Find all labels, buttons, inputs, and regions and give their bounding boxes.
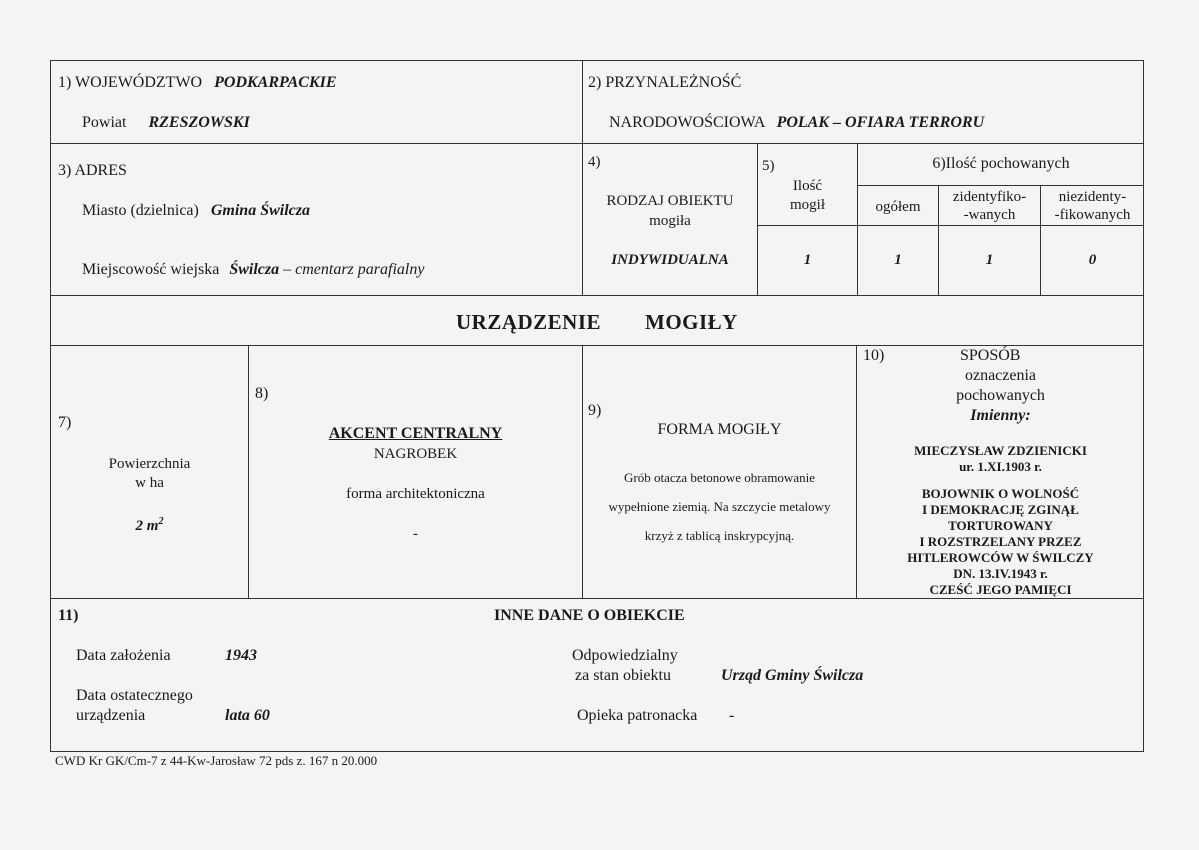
forma-desc-2: wypełnione ziemią. Na szczycie metalowy bbox=[608, 499, 831, 514]
wojewodztwo-field bbox=[58, 74, 337, 92]
powierzchnia-sup: 2 bbox=[158, 516, 164, 527]
niezident-label-1: niezidenty- bbox=[1058, 189, 1127, 205]
ogolem-label: ogółem bbox=[875, 199, 921, 215]
miejscowosc-value-rest: – cmentarz parafialny bbox=[283, 261, 425, 278]
miejscowosc-field bbox=[82, 261, 424, 279]
forma-desc-1: Grób otacza betonowe obramowanie bbox=[624, 470, 815, 485]
rodzaj-num: 4) bbox=[588, 154, 601, 170]
zident-label-1: zidentyfiko- bbox=[952, 189, 1027, 205]
form-footer: CWD Kr GK/Cm-7 z 44-Kw-Jarosław 72 pds z. 167 n 20.000 bbox=[55, 753, 378, 768]
inne-num: 11) bbox=[58, 607, 79, 624]
sposob-label-1: SPOSÓB bbox=[960, 347, 1021, 364]
narodowosciowa-value: POLAK – OFIARA TERRORU bbox=[776, 114, 985, 131]
forma-label: FORMA MOGIŁY bbox=[657, 421, 782, 438]
odpowiedzialny-label-2: za stan obiektu bbox=[575, 667, 671, 684]
miejscowosc-label: Miejscowość wiejska bbox=[82, 261, 220, 278]
narodowosciowa-label: NARODOWOŚCIOWA bbox=[609, 114, 765, 131]
inne-title: INNE DANE O OBIEKCIE bbox=[494, 607, 685, 624]
inscription-line: BOJOWNIK O WOLNOŚĆ bbox=[921, 486, 1080, 501]
rodzaj-value: INDYWIDUALNA bbox=[611, 252, 729, 268]
powiat-value: RZESZOWSKI bbox=[148, 114, 250, 131]
divider-title bbox=[50, 345, 1144, 346]
niezident-label-2: -fikowanych bbox=[1054, 207, 1131, 223]
data-ostatecznego-label-2: urządzenia bbox=[76, 707, 146, 724]
powierzchnia-value bbox=[51, 513, 248, 535]
ilosc-value: 1 bbox=[803, 252, 812, 268]
powiat-label: Powiat bbox=[82, 114, 127, 131]
miasto-label: Miasto (dzielnica) bbox=[82, 202, 199, 219]
powierzchnia-value-text: 2 m bbox=[135, 518, 159, 534]
divider-row4 bbox=[50, 598, 1144, 599]
powierzchnia-num: 7) bbox=[58, 414, 72, 431]
divider-counts bbox=[757, 225, 1144, 226]
odpowiedzialny-value: Urząd Gminy Świlcza bbox=[721, 667, 864, 684]
sposob-value: Imienny: bbox=[970, 407, 1031, 424]
przynaleznosc-label: 2) PRZYNALEŻNOŚĆ bbox=[588, 74, 742, 91]
sposob-label-2: oznaczenia bbox=[964, 367, 1037, 384]
data-ostatecznego-value: lata 60 bbox=[225, 707, 270, 724]
niezident-value: 0 bbox=[1088, 252, 1097, 268]
inscription-line: ur. 1.XI.1903 r. bbox=[959, 459, 1042, 474]
ilosc-num: 5) bbox=[762, 158, 775, 174]
rodzaj-sub: mogiła bbox=[649, 213, 691, 229]
inscription-line: CZEŚĆ JEGO PAMIĘCI bbox=[929, 582, 1072, 597]
ilosc-label-2: mogił bbox=[789, 197, 825, 213]
akcent-label: AKCENT CENTRALNY bbox=[328, 425, 503, 442]
inscription-line: TORTUROWANY bbox=[948, 518, 1053, 533]
miasto-value: Gmina Świlcza bbox=[210, 202, 310, 219]
sposob-num: 10) bbox=[863, 347, 885, 364]
sposob-label-3: pochowanych bbox=[956, 387, 1045, 404]
zident-label-2: -wanych bbox=[963, 207, 1016, 223]
rodzaj-label: RODZAJ OBIEKTU bbox=[606, 193, 734, 209]
divider-row1 bbox=[50, 143, 1144, 144]
powierzchnia-label-2: w ha bbox=[135, 475, 164, 491]
narodowosciowa-field bbox=[609, 114, 984, 132]
akcent-num: 8) bbox=[255, 385, 269, 402]
section-title-2: MOGIŁY bbox=[645, 310, 738, 334]
inscription-line: I DEMOKRACJĘ ZGINĄŁ bbox=[922, 502, 1079, 517]
forma-desc-3: krzyż z tablicą inskrypcyjną. bbox=[644, 528, 795, 543]
inscription-line: MIECZYSŁAW ZDZIENICKI bbox=[914, 443, 1087, 458]
odpowiedzialny-label-1: Odpowiedzialny bbox=[572, 647, 678, 664]
powiat-field bbox=[82, 114, 250, 132]
miasto-field bbox=[82, 202, 310, 220]
data-ostatecznego-label-1: Data ostatecznego bbox=[76, 687, 193, 704]
powierzchnia-label-1: Powierzchnia bbox=[108, 456, 191, 472]
akcent-value: - bbox=[413, 526, 418, 542]
pochowani-header: 6)Ilość pochowanych bbox=[932, 155, 1070, 172]
wojewodztwo-label: 1) WOJEWÓDZTWO bbox=[58, 74, 203, 91]
opieka-value: - bbox=[729, 707, 735, 724]
miejscowosc-value-bold: Świlcza bbox=[229, 261, 280, 278]
divider-pochowani-header bbox=[857, 185, 1144, 186]
section-title-1: URZĄDZENIE bbox=[456, 310, 602, 334]
divider-row2 bbox=[50, 295, 1144, 296]
zident-value: 1 bbox=[985, 252, 994, 268]
divider-col-powierzchnia bbox=[248, 345, 249, 598]
adres-label: 3) ADRES bbox=[58, 162, 127, 179]
wojewodztwo-value: PODKARPACKIE bbox=[214, 74, 337, 91]
ilosc-label-1: Ilość bbox=[792, 178, 823, 194]
akcent-forma: forma architektoniczna bbox=[346, 486, 485, 502]
divider-col-ilosc bbox=[757, 143, 758, 295]
forma-num: 9) bbox=[588, 402, 602, 419]
opieka-label: Opieka patronacka bbox=[577, 707, 698, 724]
data-zalozenia-label: Data założenia bbox=[76, 647, 171, 664]
data-zalozenia-value: 1943 bbox=[225, 647, 257, 664]
inscription-line: HITLEROWCÓW W ŚWILCZY bbox=[907, 550, 1094, 565]
inscription-line: I ROZSTRZELANY PRZEZ bbox=[919, 534, 1082, 549]
ogolem-value: 1 bbox=[894, 252, 902, 268]
akcent-sub: NAGROBEK bbox=[373, 446, 458, 462]
inscription-line: DN. 13.IV.1943 r. bbox=[953, 566, 1048, 581]
